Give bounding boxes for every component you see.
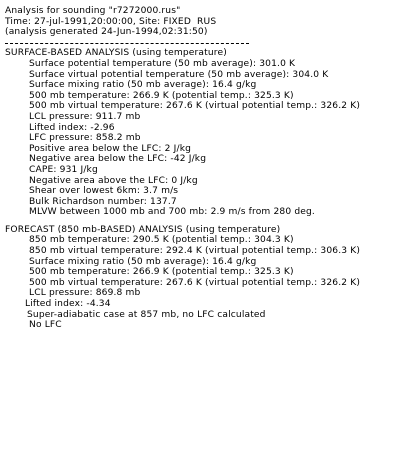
surface-line: Surface potential temperature (50 mb average): 301.0 K — [29, 58, 296, 69]
surface-based-heading: SURFACE-BASED ANALYSIS (using temperature) — [5, 48, 227, 59]
surface-line: 500 mb virtual temperature: 267.6 K (virtual potential temp.: 326.2 K) — [29, 101, 361, 112]
header-divider — [5, 38, 415, 49]
surface-line: Bulk Richardson number: 137.7 — [29, 196, 177, 207]
surface-line: Surface mixing ratio (50 mb average): 16.4 g/kg — [29, 80, 257, 91]
forecast-line: LCL pressure: 869.8 mb — [29, 288, 141, 299]
forecast-line: 500 mb temperature: 266.9 K (potential temp.: 325.3 K) — [29, 267, 294, 278]
forecast-heading: FORECAST (850 mb-BASED) ANALYSIS (using temperature) — [5, 224, 281, 235]
forecast-line: Lifted index: -4.34 — [25, 299, 111, 310]
analysis-generated-date: (analysis generated 24-Jun-1994,02:31:50) — [5, 27, 208, 38]
surface-line: Surface virtual potential temperature (50 mb average): 304.0 K — [29, 69, 329, 80]
surface-line: CAPE: 931 J/kg — [29, 164, 98, 175]
surface-line: MLVW between 1000 mb and 700 mb: 2.9 m/s from 280 deg. — [29, 207, 315, 218]
section-spacer — [5, 218, 415, 225]
surface-line: LFC pressure: 858.2 mb — [29, 133, 141, 144]
forecast-note: No LFC — [29, 320, 62, 331]
surface-line: Negative area above the LFC: 0 J/kg — [29, 175, 198, 186]
surface-line: Shear over lowest 6km: 3.7 m/s — [29, 186, 179, 197]
analysis-title: Analysis for sounding "r7272000.rus" — [5, 6, 181, 16]
sounding-analysis-document — [5, 6, 415, 331]
surface-line: LCL pressure: 911.7 mb — [29, 111, 141, 122]
surface-line: Positive area below the LFC: 2 J/kg — [29, 143, 192, 154]
surface-line: Negative area below the LFC: -42 J/kg — [29, 154, 207, 165]
forecast-note: Super-adiabatic case at 857 mb, no LFC calculated — [27, 309, 266, 320]
forecast-line: 500 mb virtual temperature: 267.6 K (virtual potential temp.: 326.2 K) — [29, 277, 361, 288]
forecast-line: 850 mb temperature: 290.5 K (potential temp.: 304.3 K) — [29, 235, 294, 246]
forecast-line: Surface mixing ratio (50 mb average): 16.4 g/kg — [29, 256, 257, 267]
forecast-line: 850 mb virtual temperature: 292.4 K (virtual potential temp.: 306.3 K) — [29, 246, 361, 257]
surface-line: 500 mb temperature: 266.9 K (potential temp.: 325.3 K) — [29, 90, 294, 101]
analysis-time-site: Time: 27-jul-1991,20:00:00, Site: FIXED RUS — [5, 16, 217, 27]
surface-line: Lifted index: -2.96 — [29, 122, 115, 133]
